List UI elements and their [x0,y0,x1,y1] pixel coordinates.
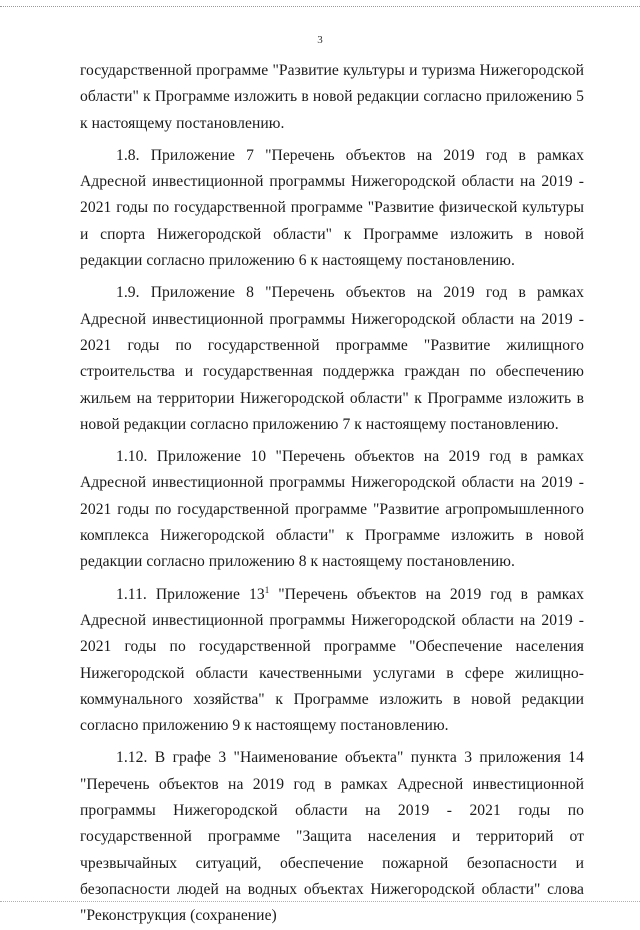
page-number: 3 [317,34,323,46]
paragraph-item-1-8: 1.8. Приложение 7 "Перечень объектов на 2019 год в рамках Адресной инвестиционной программы Нижегородской области на 2019 - 2021 годы по государственной программе "Развитие физической культуры и спорта Нижегородской области" к Программе изложить в новой редакции согласно приложению 6 к настоящему постановлению. [80,146,584,270]
paragraph-continuation: государственной программе "Развитие культуры и туризма Нижегородской области" к Программе изложить в новой редакции согласно приложению 5 к настоящему постановлению. [80,62,584,132]
paragraph-item-1-11-lead: 1.11. Приложение 13 [116,585,265,603]
scan-top-edge [0,6,640,7]
superscript-marker: 1 [264,584,270,595]
paragraph-item-1-12: 1.12. В графе 3 "Наименование объекта" пункта 3 приложения 14 "Перечень объектов на 2019 год в рамках Адресной инвестиционной программы Нижегородской области на 2019 - 2021 годы по государственной программе "Защита населения и территорий от чрезвычайных ситуаций, обеспечение пожарной безопасности и безопасности людей на водных объектах Нижегородской области" слова "Реконструкция (сохранение) [80,749,584,925]
paragraph-item-1-10: 1.10. Приложение 10 "Перечень объектов на 2019 год в рамках Адресной инвестиционной программы Нижегородской области на 2019 - 2021 годы по государственной программе "Развитие агропромышленного комплекса Нижегородской области" к Программе изложить в новой редакции согласно приложению 8 к настоящему постановлению. [80,448,584,571]
document-body [80,58,584,930]
paragraph-item-1-11 [80,582,584,740]
scan-bottom-edge [0,901,640,902]
paragraph-item-1-9: 1.9. Приложение 8 "Перечень объектов на 2019 год в рамках Адресной инвестиционной программы Нижегородской области на 2019 - 2021 годы по государственной программе "Развитие жилищного строительства и государственная поддержка граждан по обеспечению жильем на территории Нижегородской области" к Программе изложить в новой редакции согласно приложению 7 к настоящему постановлению. [80,284,584,433]
paragraph-item-1-11-rest: "Перечень объектов на 2019 год в рамках Адресной инвестиционной программы Нижегородской области на 2019 - 2021 годы по государственной программе "Обеспечение населения Нижегородской области качественными услугами в сфере жилищно-коммунального хозяйства" к Программе изложить в новой редакции согласно приложению 9 к настоящему постановлению. [80,585,584,735]
